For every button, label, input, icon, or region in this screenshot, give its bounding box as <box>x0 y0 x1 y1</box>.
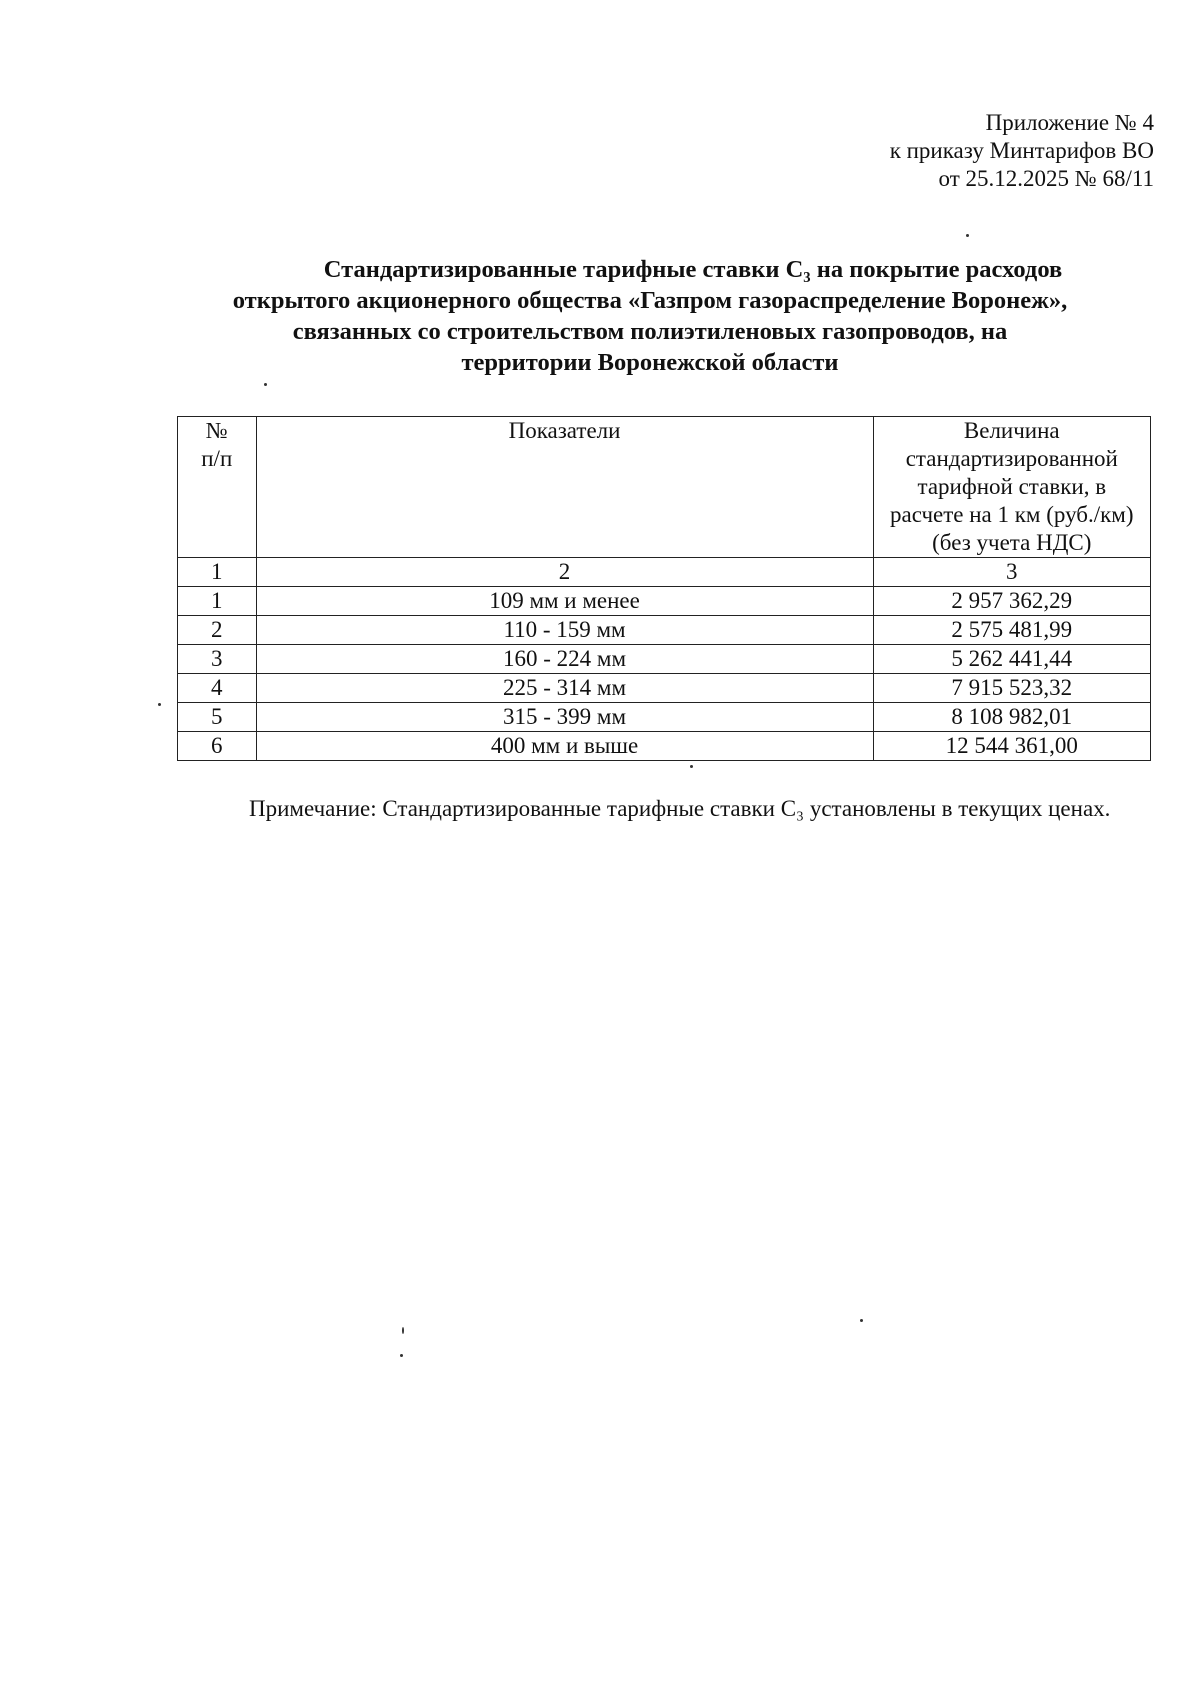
scan-speck <box>402 1327 404 1334</box>
tariff-rates-table <box>177 416 1151 761</box>
scan-speck <box>400 1354 403 1357</box>
table-row <box>178 732 1151 761</box>
scan-speck <box>860 1319 863 1322</box>
document-title <box>150 254 1150 378</box>
scan-speck <box>264 383 267 386</box>
row-number: 6 <box>178 732 257 761</box>
row-value: 7 915 523,32 <box>873 674 1150 703</box>
row-indicator: 400 мм и выше <box>256 732 873 761</box>
row-value: 2 957 362,29 <box>873 587 1150 616</box>
column-number-1: 1 <box>178 558 257 587</box>
scan-speck <box>966 234 969 237</box>
header-indicator-label: Показатели <box>508 418 621 443</box>
row-number: 5 <box>178 703 257 732</box>
title-line-2: открытого акционерного общества «Газпром газораспределение Воронеж», <box>232 287 1068 314</box>
row-number: 2 <box>178 616 257 645</box>
header-number-line-2: п/п <box>201 446 233 471</box>
header-value-line-4: расчете на 1 км (руб./км) <box>890 502 1134 527</box>
title-line-1: Стандартизированные тарифные ставки С₃ на покрытие расходов <box>323 256 1063 283</box>
row-value: 12 544 361,00 <box>873 732 1150 761</box>
row-number: 1 <box>178 587 257 616</box>
header-indicator-cell <box>256 417 873 558</box>
header-number-line-1: № <box>205 418 228 443</box>
table-header-row <box>178 417 1151 558</box>
table-row <box>178 587 1151 616</box>
column-numbering-row <box>178 558 1151 587</box>
row-number: 4 <box>178 674 257 703</box>
row-indicator: 315 - 399 мм <box>256 703 873 732</box>
title-line-3: связанных со строительством полиэтиленовых газопроводов, на <box>292 318 1008 345</box>
table-row <box>178 645 1151 674</box>
appendix-line-3: от 25.12.2025 № 68/11 <box>938 166 1154 191</box>
header-number-cell <box>178 417 257 558</box>
row-value: 8 108 982,01 <box>873 703 1150 732</box>
scan-speck <box>158 703 161 706</box>
row-value: 2 575 481,99 <box>873 616 1150 645</box>
header-value-line-2: стандартизированной <box>905 446 1118 471</box>
appendix-line-1: Приложение № 4 <box>985 110 1154 135</box>
table-row <box>178 674 1151 703</box>
row-indicator: 160 - 224 мм <box>256 645 873 674</box>
header-value-line-5: (без учета НДС) <box>932 530 1092 555</box>
header-value-line-1: Величина <box>963 418 1060 443</box>
row-value: 5 262 441,44 <box>873 645 1150 674</box>
row-indicator: 225 - 314 мм <box>256 674 873 703</box>
title-line-4: территории Воронежской области <box>461 349 839 376</box>
header-value-cell <box>873 417 1150 558</box>
table-row <box>178 616 1151 645</box>
footnote: Примечание: Стандартизированные тарифные ставки С₃ установлены в текущих ценах. <box>249 796 1111 821</box>
appendix-reference <box>890 109 1154 193</box>
row-indicator: 110 - 159 мм <box>256 616 873 645</box>
table-row <box>178 703 1151 732</box>
column-number-3: 3 <box>873 558 1150 587</box>
row-indicator: 109 мм и менее <box>256 587 873 616</box>
column-number-2: 2 <box>256 558 873 587</box>
appendix-line-2: к приказу Минтарифов ВО <box>889 138 1154 163</box>
row-number: 3 <box>178 645 257 674</box>
header-value-line-3: тарифной ставки, в <box>917 474 1107 499</box>
scan-speck <box>690 765 693 768</box>
